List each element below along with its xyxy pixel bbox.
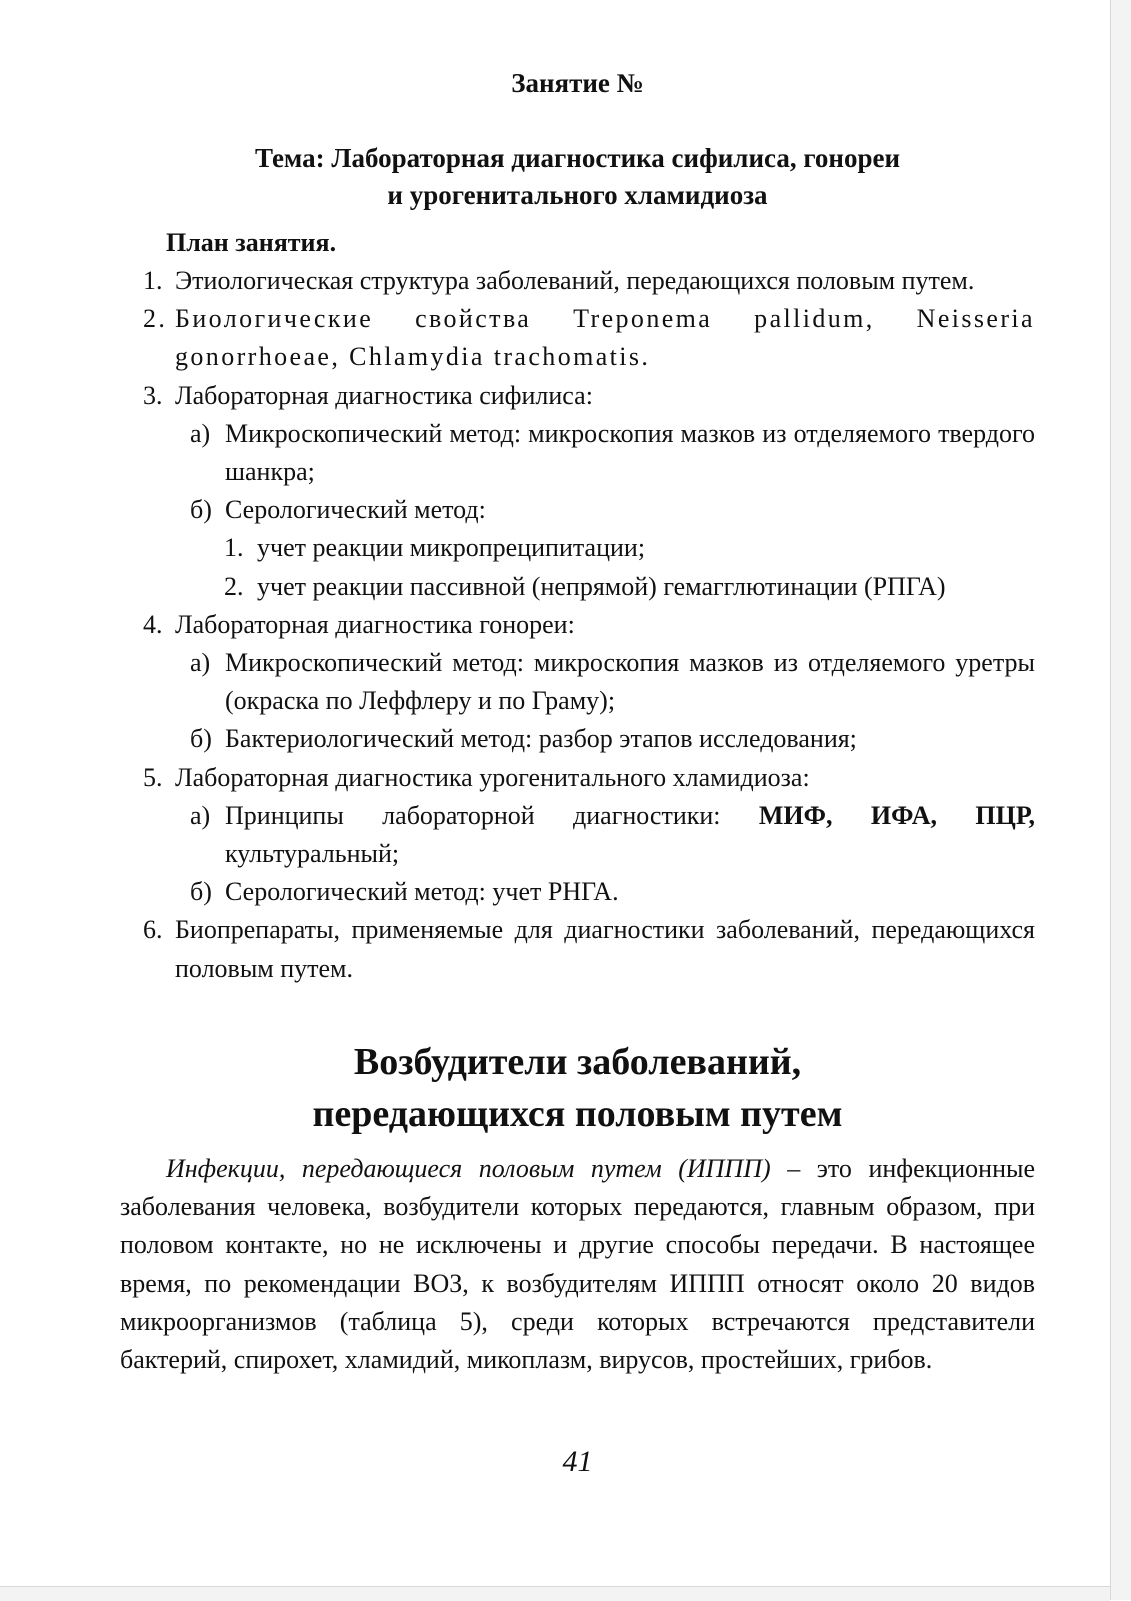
subsubitem-number: 1. <box>224 533 244 563</box>
subsubitem-number: 2. <box>224 571 244 601</box>
section-title-line-2: передающихся половым путем <box>312 1093 843 1135</box>
plan-subitem-3a <box>120 415 1035 491</box>
plan-subitem-5b <box>120 873 1035 911</box>
lesson-plan <box>120 262 1035 988</box>
page-right-edge <box>1110 0 1131 1600</box>
plan-item-1 <box>120 262 1035 300</box>
section-title <box>120 1036 1035 1140</box>
plan-subitem-4b <box>120 720 1035 758</box>
subitem-text: Серологический метод: <box>225 495 486 525</box>
plan-item-text: Этиологическая структура заболеваний, передающихся половым путем. <box>175 266 975 295</box>
plan-subitem-3b <box>120 491 1035 529</box>
topic-line-1: Тема: Лабораторная диагностика сифилиса, гонореи <box>254 143 901 173</box>
page-number: 41 <box>562 1445 593 1478</box>
plan-item-6 <box>120 911 1035 987</box>
plan-item-text: Лабораторная диагностика урогенитального хламидиоза: <box>175 762 810 792</box>
subitem-text: Бактериологический метод: разбор этапов исследования; <box>225 724 857 754</box>
plan-subitem-4a <box>120 644 1035 720</box>
subitem-letter: а) <box>190 648 211 678</box>
plan-item-text: Биопрепараты, применяемые для диагностики заболеваний, передающихся половым путем. <box>175 915 1035 983</box>
subsubitem-text: учет реакции микропреципитации; <box>257 533 646 563</box>
plan-subitem-3b-2 <box>120 568 1035 606</box>
plan-item-number: 5. <box>143 762 163 792</box>
intro-text: – это инфекционные заболевания человека, возбудители которых передаются, главным образом, при половом контакте, но не исключены и другие способы передачи. В настоящее время, по рекомендации ВОЗ, к возбудителям ИППП относят около 20 видов микроорганизмов (таблица 5), среди которых встречаются представители бактерий, спирохет, хламидий, микоплазм, вирусов, простейших, грибов. <box>120 1154 1035 1375</box>
lesson-title: Занятие № <box>511 68 644 98</box>
plan-heading: План занятия. <box>166 228 337 257</box>
plan-item-text: Лабораторная диагностика сифилиса: <box>175 380 593 410</box>
subitem-letter: б) <box>190 877 212 907</box>
subsubitem-text: учет реакции пассивной (непрямой) гемагглютинации (РПГА) <box>257 571 946 601</box>
subitem-letter: б) <box>190 724 212 754</box>
topic-heading <box>120 140 1035 214</box>
plan-item-text: Лабораторная диагностика гонореи: <box>175 609 575 639</box>
intro-paragraph <box>120 1150 1035 1379</box>
page-bottom-edge <box>0 1586 1110 1601</box>
subitem-text: Серологический метод: учет РНГА. <box>225 877 619 907</box>
plan-item-text: Биологические свойства Treponema pallidum, Neisseria gonorrhoeae, Chlamydia trachomatis. <box>175 304 1035 372</box>
subitem-text: Микроскопический метод: микроскопия мазков из отделяемого уретры (окраска по Леффлеру и по Граму); <box>225 648 1035 716</box>
plan-item-4 <box>120 606 1035 644</box>
plan-item-5 <box>120 759 1035 797</box>
plan-item-number: 6. <box>143 915 163 945</box>
subitem-methods-bold: МИФ, ИФА, ПЦР, <box>758 800 1035 830</box>
plan-subitem-3b-1 <box>120 529 1035 567</box>
plan-item-number: 4. <box>143 609 163 639</box>
plan-item-number: 2. <box>143 304 168 334</box>
plan-subitem-5a <box>120 797 1035 873</box>
subitem-text: Микроскопический метод: микроскопия мазков из отделяемого твердого шанкра; <box>225 418 1035 487</box>
subitem-letter: б) <box>190 495 212 525</box>
subitem-letter: а) <box>190 418 211 448</box>
subitem-letter: а) <box>190 800 211 830</box>
plan-item-number: 3. <box>143 380 163 410</box>
topic-line-2: и урогенитального хламидиоза <box>387 180 768 210</box>
subitem-text-start: Принципы лабораторной диагностики: <box>225 800 721 830</box>
plan-item-2 <box>120 300 1035 376</box>
plan-item-3 <box>120 377 1035 415</box>
intro-term: Инфекции, передающиеся половым путем (ИППП) <box>166 1154 771 1183</box>
subitem-text-end: культуральный; <box>225 839 400 869</box>
section-title-line-1: Возбудители заболеваний, <box>353 1041 802 1083</box>
plan-item-number: 1. <box>143 266 163 295</box>
